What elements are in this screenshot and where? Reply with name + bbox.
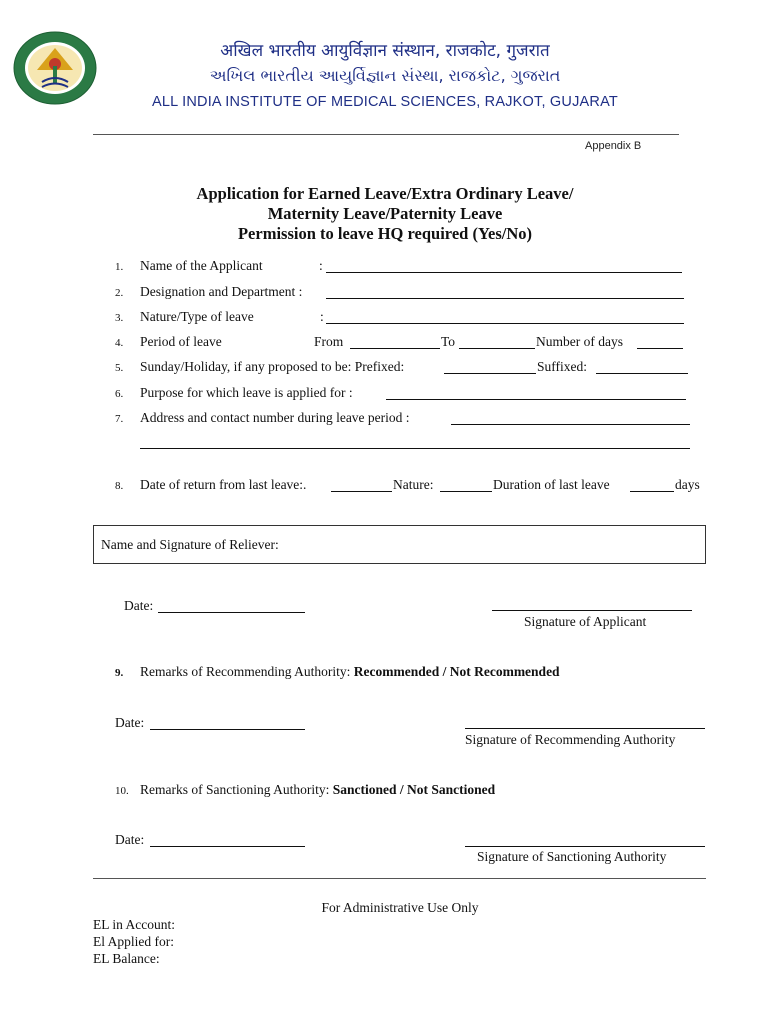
el-balance-label: EL Balance: bbox=[93, 951, 160, 966]
item-label: Name of the Applicant bbox=[140, 258, 263, 273]
address-field[interactable] bbox=[451, 424, 690, 425]
applicant-date-label: Date: bbox=[124, 598, 154, 613]
item-last-leave: 8. Date of return from last leave:. bbox=[115, 477, 307, 492]
header-hindi: अखिल भारतीय आयुर्विज्ञान संस्थान, राजकोट, गुजरात bbox=[220, 41, 550, 61]
days-suffix: days bbox=[675, 477, 700, 492]
recommend-date-label: Date: bbox=[115, 715, 145, 730]
item-label: Date of return from last leave:. bbox=[140, 477, 307, 492]
reliever-box[interactable] bbox=[93, 525, 706, 564]
header-english: ALL INDIA INSTITUTE OF MEDICAL SCIENCES, RAJKOT, GUJARAT bbox=[152, 94, 618, 110]
suffixed-field[interactable] bbox=[596, 373, 688, 374]
return-date-field[interactable] bbox=[331, 491, 392, 492]
sanction-signature-field[interactable] bbox=[465, 846, 705, 847]
item-applicant-name: 1. Name of the Applicant bbox=[115, 258, 263, 273]
designation-field[interactable] bbox=[326, 298, 684, 299]
applicant-date-field[interactable] bbox=[158, 612, 305, 613]
item-address: 7. Address and contact number during leave period : bbox=[115, 410, 410, 425]
sanction-options[interactable]: Sanctioned / Not Sanctioned bbox=[332, 782, 496, 797]
appendix-label: Appendix B bbox=[585, 140, 642, 152]
header-divider bbox=[93, 134, 679, 135]
item-label: Sunday/Holiday, if any proposed to be: Prefixed: bbox=[140, 359, 405, 374]
days-label: Number of days bbox=[536, 334, 623, 349]
purpose-field[interactable] bbox=[386, 399, 686, 400]
item-label: Nature/Type of leave bbox=[140, 309, 254, 324]
to-field[interactable] bbox=[459, 348, 535, 349]
admin-heading: For Administrative Use Only bbox=[321, 900, 479, 915]
colon: : bbox=[320, 309, 324, 324]
sanction-signature-label: Signature of Sanctioning Authority bbox=[477, 849, 667, 864]
sanction-remarks: 10. Remarks of Sanctioning Authority: Sanctioned / Not Sanctioned bbox=[115, 782, 496, 797]
colon: : bbox=[319, 258, 323, 273]
item-holiday: 5. Sunday/Holiday, if any proposed to be: Prefixed: bbox=[115, 359, 405, 374]
item-label: Address and contact number during leave period : bbox=[140, 410, 410, 425]
applicant-signature-label: Signature of Applicant bbox=[524, 614, 647, 629]
recommend-label: Remarks of Recommending Authority: bbox=[140, 664, 354, 679]
duration-label: Duration of last leave bbox=[493, 477, 610, 492]
to-label: To bbox=[441, 334, 456, 349]
address-field-line2[interactable] bbox=[140, 448, 690, 449]
form-title-line3: Permission to leave HQ required (Yes/No) bbox=[237, 224, 533, 243]
recommend-signature-label: Signature of Recommending Authority bbox=[465, 732, 676, 747]
duration-field[interactable] bbox=[630, 491, 674, 492]
from-label: From bbox=[314, 334, 344, 349]
recommend-options[interactable]: Recommended / Not Recommended bbox=[353, 664, 560, 679]
days-field[interactable] bbox=[637, 348, 683, 349]
item-designation: 2. Designation and Department : bbox=[115, 284, 303, 299]
recommend-date-field[interactable] bbox=[150, 729, 305, 730]
sanction-date-field[interactable] bbox=[150, 846, 305, 847]
item-label: Purpose for which leave is applied for : bbox=[140, 385, 353, 400]
sanction-date-label: Date: bbox=[115, 832, 145, 847]
item-label: Designation and Department : bbox=[140, 284, 303, 299]
item-period: 4. Period of leave bbox=[115, 334, 222, 349]
nature-label: Nature: bbox=[393, 477, 434, 492]
leave-type-field[interactable] bbox=[326, 323, 684, 324]
bottom-divider bbox=[93, 878, 706, 879]
header-gujarati: અખિલ ભારતીય આયુર્વિજ્ઞાન સંસ્થા, રાજકોટ, ગુજરાત bbox=[209, 66, 561, 85]
nature-field[interactable] bbox=[440, 491, 492, 492]
prefixed-field[interactable] bbox=[444, 373, 536, 374]
el-applied-label: El Applied for: bbox=[93, 934, 174, 949]
recommend-remarks: 9. Remarks of Recommending Authority: Recommended / Not Recommended bbox=[115, 664, 560, 679]
form-title-line2: Maternity Leave/Paternity Leave bbox=[267, 204, 503, 223]
item-purpose: 6. Purpose for which leave is applied for : bbox=[115, 385, 353, 400]
form-title-line1: Application for Earned Leave/Extra Ordinary Leave/ bbox=[196, 184, 574, 203]
el-account-label: EL in Account: bbox=[93, 917, 175, 932]
item-leave-type: 3. Nature/Type of leave bbox=[115, 309, 254, 324]
recommend-signature-field[interactable] bbox=[465, 728, 705, 729]
sanction-label: Remarks of Sanctioning Authority: bbox=[140, 782, 333, 797]
item-label: Period of leave bbox=[140, 334, 222, 349]
applicant-signature-field[interactable] bbox=[492, 610, 692, 611]
from-field[interactable] bbox=[350, 348, 440, 349]
reliever-label: Name and Signature of Reliever: bbox=[101, 537, 279, 552]
applicant-name-field[interactable] bbox=[326, 272, 682, 273]
suffixed-label: Suffixed: bbox=[537, 359, 587, 374]
